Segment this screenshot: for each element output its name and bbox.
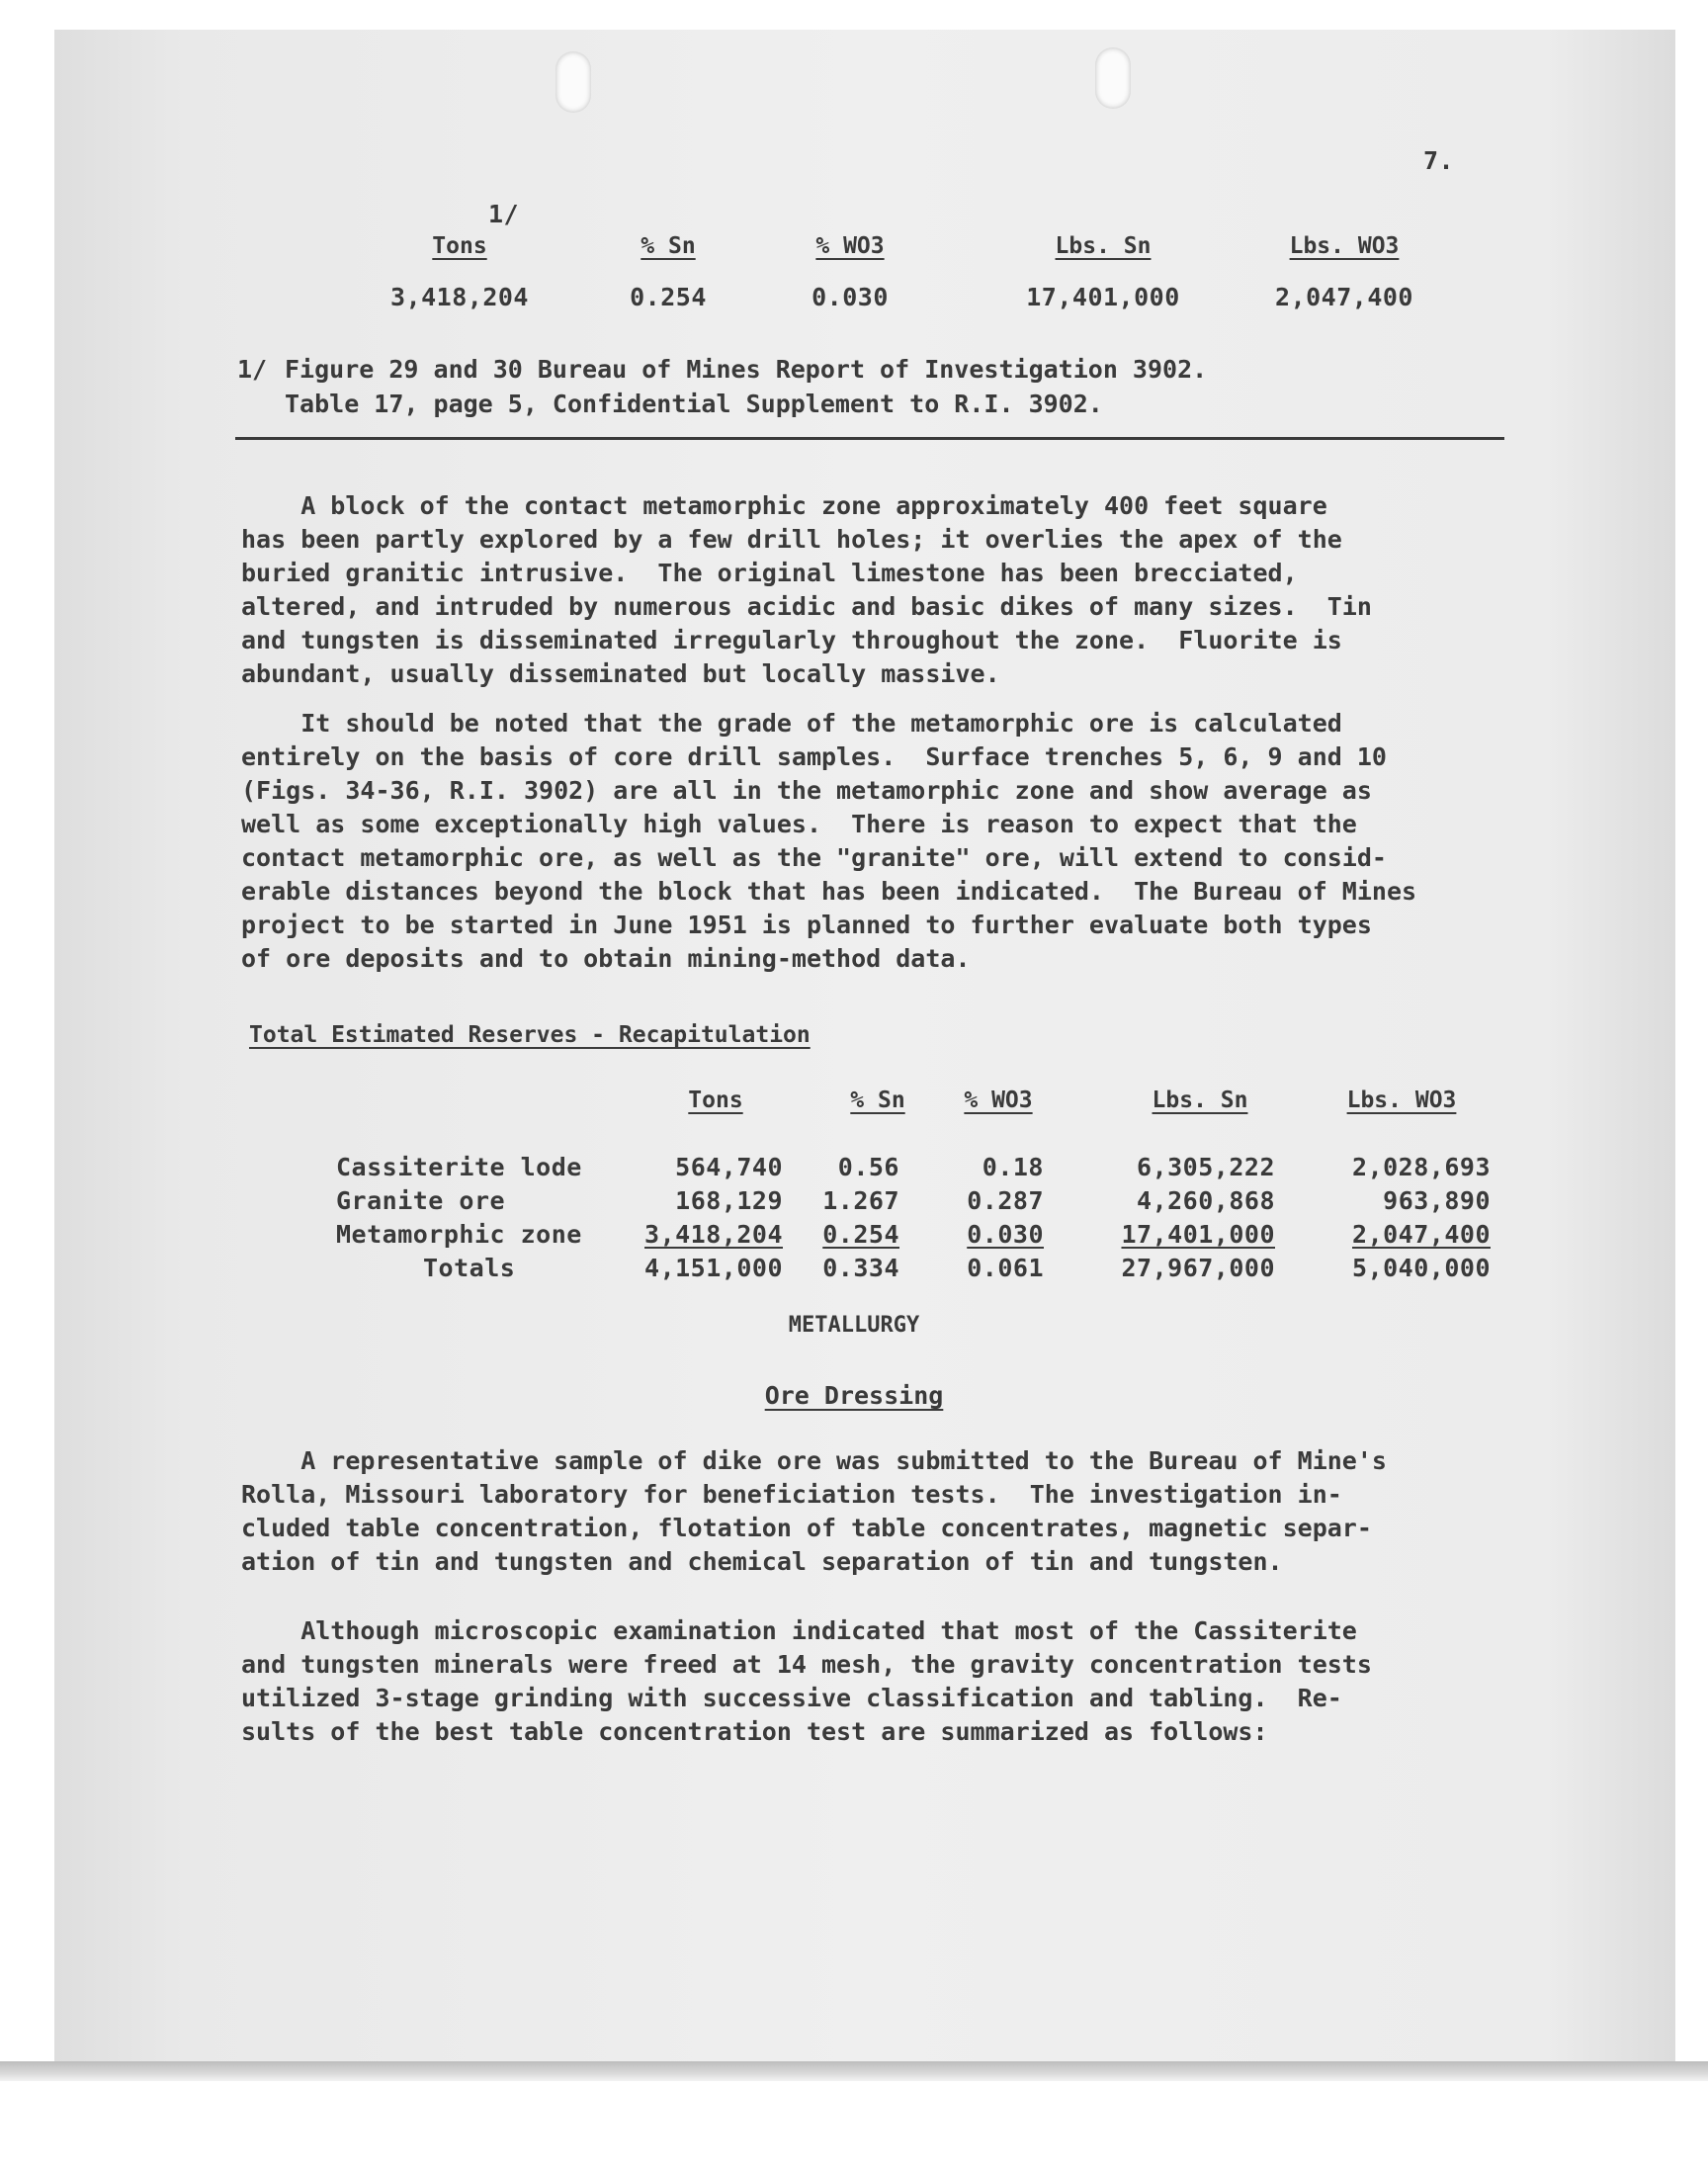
body-text-line: and tungsten is disseminated irregularly throughout the zone. Fluorite is — [241, 626, 1342, 654]
reserves-cell: 5,040,000 — [1352, 1254, 1491, 1282]
reserves-cell: 2,047,400 — [1352, 1220, 1491, 1249]
reserves-cell: 0.030 — [967, 1220, 1044, 1249]
body-text-line: sults of the best table concentration test are summarized as follows: — [241, 1717, 1268, 1746]
body-text-line: buried granitic intrusive. The original limestone has been brecciated, — [241, 559, 1298, 587]
reserves-header: Lbs. WO3 — [1346, 1088, 1457, 1113]
footnote-ref: 1/ — [488, 200, 520, 228]
page-number: 7. — [1423, 146, 1455, 175]
body-text-line: and tungsten minerals were freed at 14 mesh, the gravity concentration tests — [241, 1650, 1372, 1679]
reserves-row-label: Cassiterite lode — [336, 1153, 582, 1181]
reserves-row-label: Totals — [423, 1254, 516, 1282]
body-text-line: entirely on the basis of core drill samples. Surface trenches 5, 6, 9 and 10 — [241, 742, 1387, 771]
footnote-line: Figure 29 and 30 Bureau of Mines Report of Investigation 3902. — [285, 355, 1208, 384]
summary-header: % WO3 — [815, 233, 885, 259]
body-text-line: altered, and intruded by numerous acidic and basic dikes of many sizes. Tin — [241, 592, 1372, 621]
reserves-header: Lbs. Sn — [1152, 1088, 1248, 1113]
reserves-header: % WO3 — [964, 1088, 1033, 1113]
reserves-cell: 564,740 — [675, 1153, 783, 1181]
body-text-line: ation of tin and tungsten and chemical separation of tin and tungsten. — [241, 1547, 1283, 1576]
reserves-row-label: Metamorphic zone — [336, 1220, 582, 1249]
body-text-line: abundant, usually disseminated but locally massive. — [241, 659, 1000, 688]
body-text-line: has been partly explored by a few drill holes; it overlies the apex of the — [241, 525, 1342, 554]
reserves-cell: 6,305,222 — [1137, 1153, 1275, 1181]
reserves-cell: 4,151,000 — [644, 1254, 783, 1282]
body-text-line: A representative sample of dike ore was submitted to the Bureau of Mine's — [241, 1446, 1387, 1475]
reserves-cell: 168,129 — [675, 1186, 783, 1215]
scan-bottom-edge — [0, 2061, 1708, 2081]
body-text-line: (Figs. 34-36, R.I. 3902) are all in the metamorphic zone and show average as — [241, 776, 1372, 805]
body-text-line: It should be noted that the grade of the metamorphic ore is calculated — [241, 709, 1342, 738]
body-text-line: Although microscopic examination indicated that most of the Cassiterite — [241, 1616, 1357, 1645]
reserves-cell: 1.267 — [822, 1186, 899, 1215]
body-text-line: project to be started in June 1951 is planned to further evaluate both types — [241, 911, 1372, 939]
reserves-cell: 4,260,868 — [1137, 1186, 1275, 1215]
reserves-cell: 0.18 — [982, 1153, 1044, 1181]
reserves-header: Tons — [688, 1088, 743, 1113]
subsection-heading: Ore Dressing — [764, 1381, 944, 1410]
reserves-cell: 0.56 — [837, 1153, 899, 1181]
section-heading: METALLURGY — [788, 1313, 920, 1338]
reserves-header: % Sn — [850, 1088, 905, 1113]
body-text-line: Rolla, Missouri laboratory for beneficiation tests. The investigation in- — [241, 1480, 1342, 1509]
horizontal-rule — [235, 437, 1504, 440]
summary-value: 0.030 — [811, 283, 889, 311]
summary-header: Lbs. WO3 — [1289, 233, 1400, 259]
summary-value: 0.254 — [630, 283, 707, 311]
reserves-cell: 0.334 — [822, 1254, 899, 1282]
body-text-line: cluded table concentration, flotation of table concentrates, magnetic separ- — [241, 1514, 1372, 1542]
punch-hole-left — [555, 51, 591, 113]
summary-header: Lbs. Sn — [1055, 233, 1152, 259]
body-text-line: contact metamorphic ore, as well as the "granite" ore, will extend to consid- — [241, 843, 1387, 872]
punch-hole-right — [1095, 47, 1131, 109]
reserves-cell: 0.254 — [822, 1220, 899, 1249]
reserves-cell: 17,401,000 — [1121, 1220, 1275, 1249]
body-text-line: well as some exceptionally high values. There is reason to expect that the — [241, 810, 1357, 838]
summary-value: 3,418,204 — [390, 283, 529, 311]
summary-header: % Sn — [640, 233, 696, 259]
reserves-cell: 963,890 — [1383, 1186, 1491, 1215]
body-text-line: A block of the contact metamorphic zone approximately 400 feet square — [241, 491, 1327, 520]
reserves-cell: 27,967,000 — [1121, 1254, 1275, 1282]
body-text-line: of ore deposits and to obtain mining-method data. — [241, 944, 971, 973]
reserves-title: Total Estimated Reserves - Recapitulation — [249, 1022, 811, 1048]
body-text-line: utilized 3-stage grinding with successive classification and tabling. Re- — [241, 1684, 1342, 1712]
footnote-marker: 1/ — [237, 355, 268, 384]
reserves-cell: 0.287 — [967, 1186, 1044, 1215]
reserves-row-label: Granite ore — [336, 1186, 506, 1215]
reserves-cell: 0.061 — [967, 1254, 1044, 1282]
footnote-line: Table 17, page 5, Confidential Supplement to R.I. 3902. — [285, 390, 1103, 418]
summary-header: Tons — [432, 233, 487, 259]
body-text-line: erable distances beyond the block that has been indicated. The Bureau of Mines — [241, 877, 1417, 906]
summary-value: 17,401,000 — [1026, 283, 1180, 311]
summary-value: 2,047,400 — [1275, 283, 1413, 311]
reserves-cell: 2,028,693 — [1352, 1153, 1491, 1181]
reserves-cell: 3,418,204 — [644, 1220, 783, 1249]
